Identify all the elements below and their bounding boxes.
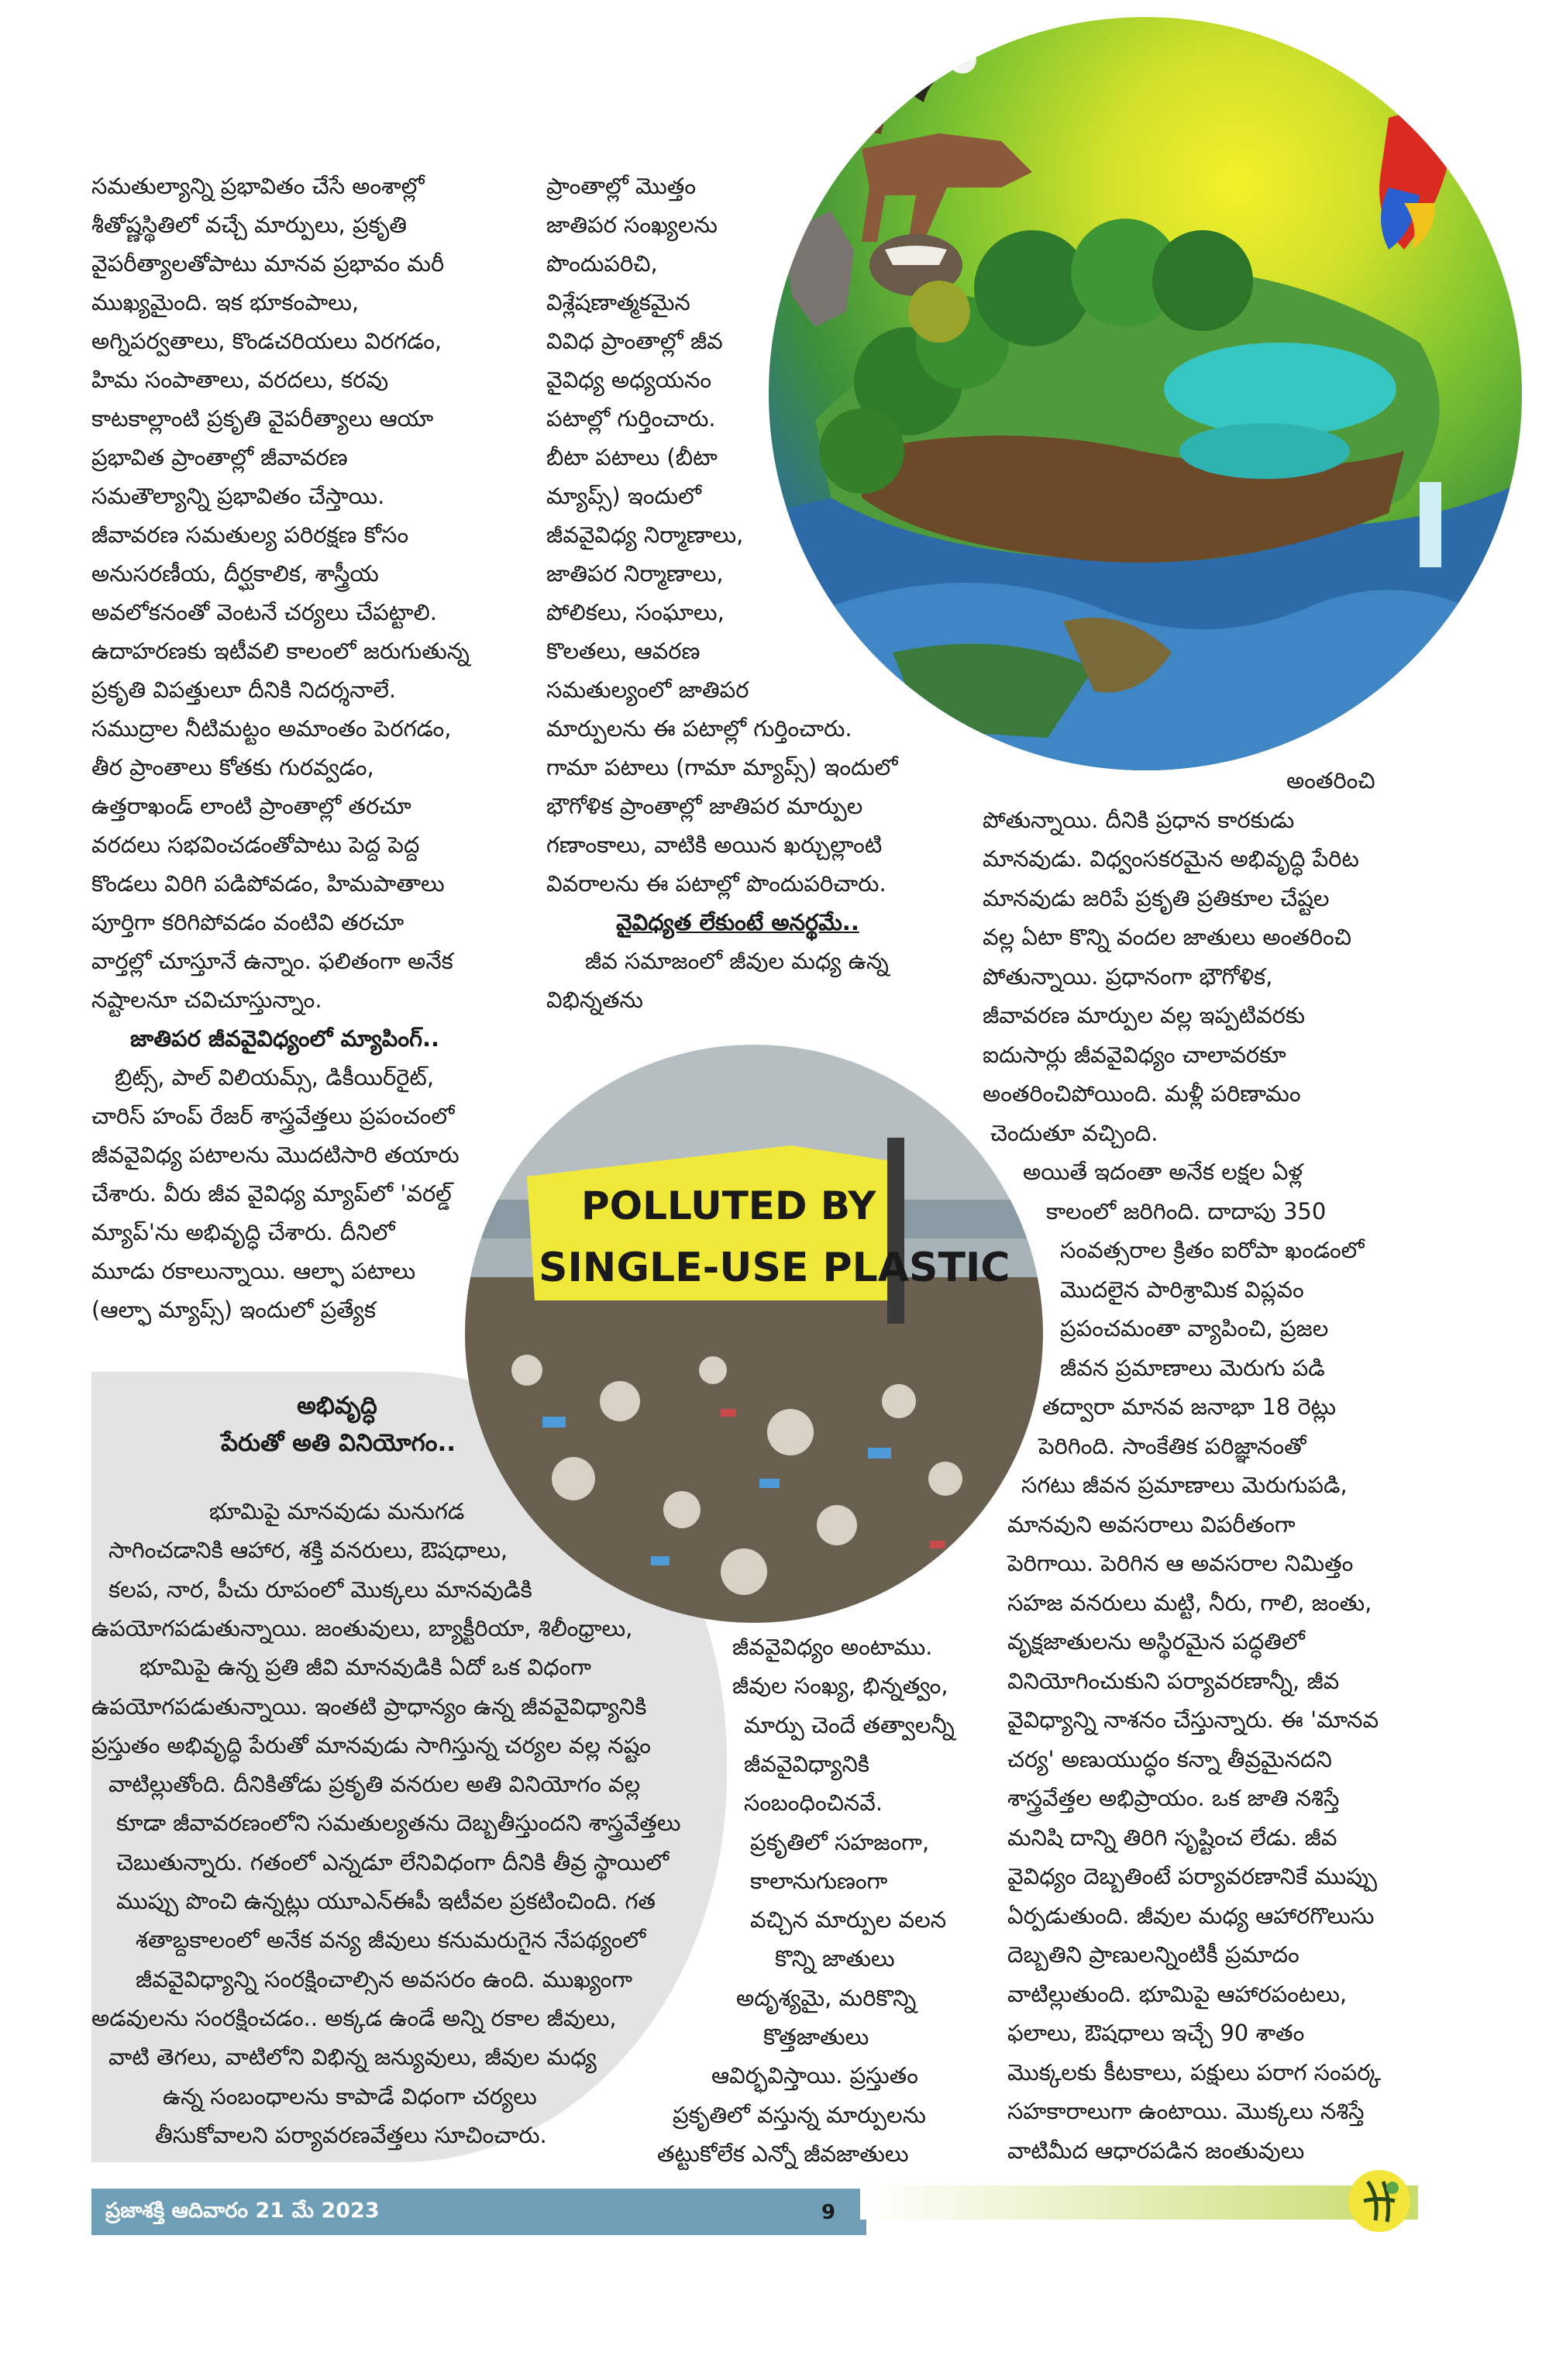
- plastic-pollution-image: [465, 1045, 1043, 1623]
- paragraph-line: మూడు రకాలున్నాయి. ఆల్ఫా పటాలు: [91, 1258, 416, 1284]
- paragraph-line: పెరిగింది. సాంకేతిక పరిజ్ఞానంతో: [1038, 1432, 1306, 1459]
- paragraph-line: సమతుల్యాన్ని ప్రభావితం చేసే అంశాల్లో: [91, 173, 425, 199]
- paragraph-line: ఐదుసార్లు జీవవైవిధ్యం చాలావరకూ: [983, 1041, 1286, 1068]
- paragraph-line: వాటిమీద ఆధారపడిన జంతువులు: [1007, 2137, 1305, 2164]
- paragraph-line: గణాంకాలు, వాటికి అయిన ఖర్చుల్లాంటి: [546, 832, 883, 858]
- paragraph-line: జాతిపర నిర్మాణాలు,: [546, 560, 724, 587]
- sub-article-heading: [221, 1387, 456, 1462]
- paragraph-line: తద్వారా మానవ జనాభా 18 రెట్లు: [1042, 1393, 1337, 1420]
- paragraph-line: ఫలాలు, ఔషధాలు ఇచ్చే 90 శాతం: [1007, 2020, 1305, 2046]
- paragraph-line: పటాల్లో గుర్తించారు.: [546, 405, 716, 432]
- paragraph-line: కొండలు విరిగి పడిపోవడం, హిమపాతాలు: [91, 870, 445, 897]
- paragraph-line: అయితే ఇదంతా అనేక లక్షల ఏళ్ల: [1023, 1159, 1303, 1185]
- banner-line-2: SINGLE-USE PLASTIC: [539, 1245, 1010, 1291]
- paragraph-line: ఉన్న సంబంధాలను కాపాడే విధంగా చర్యలు: [163, 2082, 537, 2110]
- paragraph-line: బ్రిట్స్, పాల్ విలియమ్స్, డికీయిర్‌రైట్,: [115, 1064, 435, 1090]
- paragraph-line: పోతున్నాయి. దీనికి ప్రధాన కారకుడు: [983, 806, 1295, 833]
- paragraph-line: వివరాలను ఈ పటాల్లో పొందుపరిచారు.: [546, 870, 886, 897]
- paragraph-line: వివిధ ప్రాంతాల్లో జీవ: [546, 328, 723, 354]
- paragraph-line: నష్టాలనూ చవిచూస్తున్నాం.: [91, 987, 322, 1013]
- paragraph-line: సహకారాలుగా ఉంటాయి. మొక్కలు నశిస్తే: [1007, 2098, 1365, 2124]
- paragraph-line: ప్రాంతాల్లో మొత్తం: [546, 173, 697, 199]
- paragraph-line: అదృశ్యమై, మరికొన్ని: [736, 1984, 917, 2011]
- paragraph-line: బీటా పటాలు (బీటా: [546, 444, 718, 470]
- paragraph-line: ఆవిర్భవిస్తాయి. ప్రస్తుతం: [711, 2062, 918, 2089]
- paragraph-line: మార్పులను ఈ పటాల్లో గుర్తించారు.: [546, 715, 852, 742]
- paragraph-line: సాగించడానికి ఆహార, శక్తి వనరులు, ఔషధాలు,: [108, 1537, 508, 1564]
- paragraph-line: పోతున్నాయి. ప్రధానంగా భౌగోళిక,: [983, 963, 1273, 990]
- paragraph-line: ముఖ్యమైంది. ఇక భూకంపాలు,: [91, 289, 360, 315]
- paragraph-line: వరదలు సభవించడంతోపాటు పెద్ద పెద్ద: [91, 832, 420, 858]
- paragraph-line: మనిషి దాన్ని తిరిగి సృష్టించ లేడు. జీవ: [1007, 1824, 1337, 1851]
- paragraph-line: అంతరించిపోయింది. మళ్లీ పరిణామం: [983, 1080, 1301, 1107]
- paragraph-line: మొదలైన పారిశ్రామిక విప్లవం: [1060, 1276, 1304, 1303]
- paragraph-line: కలప, నార, పీచు రూపంలో మొక్కలు మానవుడికి: [108, 1576, 532, 1603]
- paragraph-line: శతాబ్దకాలంలో అనేక వన్య జీవులు కనుమరుగైన నేపథ్యంలో: [136, 1927, 646, 1954]
- paragraph-line: జీవుల సంఖ్య, భిన్నత్వం,: [732, 1672, 948, 1700]
- paragraph-line: చారిస్ హంప్ రేజర్ శాస్త్రవేత్తలు ప్రపంచంలో: [91, 1103, 455, 1129]
- paragraph-line: సమతుల్యంలో జాతిపర: [546, 677, 749, 703]
- paragraph-line: అడవులను సంరక్షించడం.. అక్కడ ఉండే అన్ని రకాల జీవులు,: [91, 2004, 617, 2031]
- paragraph-line: ఉపయోగపడుతున్నాయి. ఇంతటి ప్రాధాన్యం ఉన్న జీవవైవిధ్యానికి: [91, 1693, 647, 1720]
- sub-heading-line-1: అభివృద్ధి: [297, 1392, 377, 1420]
- paragraph-line: కాలంలో జరిగింది. దాదాపు 350: [1046, 1197, 1327, 1224]
- footer-accent: [860, 2185, 1418, 2220]
- paragraph-line: (ఆల్ఫా మ్యాప్స్) ఇందులో ప్రత్యేక: [91, 1297, 377, 1323]
- paragraph-line: ప్రకృతిలో వస్తున్న మార్పులను: [673, 2101, 926, 2128]
- paragraph-line: వాటిల్లుతుంది. భూమిపై ఆహారపంటలు,: [1007, 1980, 1348, 2007]
- paragraph-line: భూమిపై ఉన్న ప్రతి జీవి మానవుడికి ఏదో ఒక విధంగా: [139, 1654, 591, 1681]
- paragraph-line: జీవవైవిధ్య నిర్మాణాలు,: [546, 522, 744, 548]
- paragraph-line: ముప్పు పొంచి ఉన్నట్లు యూఎన్‌ఈపీ ఇటీవల ప్రకటించింది. గత: [116, 1888, 656, 1914]
- section-heading-diversity: వైవిధ్యత లేకుంటే అనర్థమే..: [616, 909, 859, 935]
- paragraph-line: కొత్తజాతులు: [763, 2024, 869, 2050]
- paragraph-line: జీవవైవిధ్యం అంటాము.: [732, 1634, 933, 1660]
- paragraph-line: ప్రకృతి విపత్తులూ దీనికి నిదర్శనాలే.: [91, 677, 397, 703]
- paragraph-line: గామా పటాలు (గామా మ్యాప్స్) ఇందులో: [546, 754, 898, 780]
- paragraph-line: చెందుతూ వచ్చింది.: [990, 1119, 1158, 1146]
- paragraph-line: వృక్షజాతులను అస్థిరమైన పద్ధతిలో: [1007, 1628, 1305, 1655]
- paragraph-line: అవలోకనంతో వెంటనే చర్యలు చేపట్టాలి.: [91, 599, 437, 625]
- paragraph-line: వాటి తెగలు, వాటిలోని విభిన్న జన్యువులు, జీవుల మధ్య: [108, 2044, 597, 2071]
- paragraph-line: అంతరించి: [1286, 767, 1375, 794]
- paragraph-line: పెరిగాయి. పెరిగిన ఆ అవసరాల నిమిత్తం: [1007, 1550, 1354, 1576]
- paragraph-line: జీవన ప్రమాణాలు మెరుగు పడి: [1060, 1354, 1325, 1381]
- paragraph-line: వచ్చిన మార్పుల వలన: [750, 1906, 947, 1934]
- paragraph-line: వినియోగించుకుని పర్యావరణాన్నీ, జీవ: [1007, 1667, 1340, 1694]
- paragraph-line: శీతోష్ణస్థితిలో వచ్చే మార్పులు, ప్రకృతి: [91, 212, 407, 238]
- paragraph-line: ప్రకృతిలో సహజంగా,: [750, 1828, 930, 1855]
- paragraph-line: శాస్త్రవేత్తల అభిప్రాయం. ఒక జాతి నశిస్తే: [1007, 1785, 1340, 1811]
- publication-dateline: ప్రజాశక్తి ఆదివారం 21 మే 2023: [105, 2199, 380, 2223]
- paragraph-line: జీవవైవిధ్యాన్ని సంరక్షించాల్సిన అవసరం ఉంది. ముఖ్యంగా: [136, 1965, 633, 1993]
- paragraph-line: మ్యాప్'ను అభివృద్ధి చేశారు. దీనిలో: [91, 1219, 395, 1245]
- paragraph-line: ప్రభావిత ప్రాంతాల్లో జీవావరణ: [91, 444, 348, 470]
- paragraph-line: వాటిల్లుతోంది. దీనికితోడు ప్రకృతి వనరుల అతి వినియోగం వల్ల: [108, 1771, 641, 1798]
- paragraph-line: మొక్కలకు కీటకాలు, పక్షులు పరాగ సంపర్క: [1007, 2058, 1382, 2086]
- paragraph-line: జీవావరణ సమతుల్య పరిరక్షణ కోసం: [91, 522, 409, 548]
- paragraph-line: వైవిధ్య అధ్యయనం: [546, 367, 712, 393]
- article-column-2: [546, 167, 965, 1019]
- paragraph-line: మ్యాప్స్) ఇందులో: [546, 483, 701, 509]
- paragraph-line: వైవిధ్యాన్ని నాశనం చేస్తున్నారు. ఈ 'మానవ: [1007, 1707, 1379, 1733]
- paragraph-line: సంబంధించినవే.: [744, 1789, 883, 1817]
- paragraph-line: కొలతలు, ఆవరణ: [546, 638, 701, 664]
- paragraph-line: మానవుడు. విధ్వంసకరమైన అభివృద్ధి పేరిట: [983, 846, 1359, 872]
- paragraph-line: తీర ప్రాంతాలు కోతకు గురవ్వడం,: [91, 754, 374, 780]
- paragraph-line: సమతౌల్యాన్ని ప్రభావితం చేస్తాయి.: [91, 483, 385, 509]
- paragraph-line: చేశారు. వీరు జీవ వైవిధ్య మ్యాప్‌లో 'వరల్డ్: [91, 1180, 452, 1207]
- paragraph-line: సముద్రాల నీటిమట్టం అమాంతం పెరగడం,: [91, 715, 452, 742]
- paragraph-line: వల్ల ఏటా కొన్ని వందల జాతులు అంతరించి: [983, 924, 1351, 950]
- paragraph-line: ఏర్పడుతుంది. జీవుల మధ్య ఆహారగొలుసు: [1007, 1902, 1375, 1929]
- paragraph-line: సగటు జీవన ప్రమాణాలు మెరుగుపడి,: [1021, 1472, 1348, 1498]
- paragraph-line: కూడా జీవావరణంలోని సమతుల్యతను దెబ్బతీస్తుందని శాస్త్రవేత్తలు: [116, 1810, 681, 1837]
- paragraph-line: వైవిధ్యం దెబ్బతింటే పర్యావరణానికే ముప్పు: [1007, 1863, 1377, 1889]
- paragraph-line: పూర్తిగా కరిగిపోవడం వంటివి తరచూ: [91, 909, 404, 935]
- paragraph-line: పోలికలు, సంఘాలు,: [546, 599, 725, 625]
- paragraph-line: మార్పు చెందే తత్వాలన్నీ: [744, 1711, 955, 1738]
- paragraph-line: సహజ వనరులు మట్టి, నీరు, గాలి, జంతు,: [1007, 1589, 1372, 1616]
- paragraph-line: కొన్ని జాతులు: [775, 1945, 895, 1972]
- paragraph-line: ఉపయోగపడుతున్నాయి. జంతువులు, బ్యాక్టీరియా, శిలీంధ్రాలు,: [91, 1614, 633, 1641]
- paragraph-line: సంవత్సరాల క్రితం ఐరోపా ఖండంలో: [1060, 1237, 1365, 1263]
- paragraph-line: తీసుకోవాలని పర్యావరణవేత్తలు సూచించారు.: [155, 2121, 547, 2148]
- paragraph-line: చెబుతున్నారు. గతంలో ఎన్నడూ లేనివిధంగా దీనికి తీవ్ర స్థాయిలో: [116, 1848, 670, 1875]
- paragraph-line: కాలానుగుణంగా: [750, 1867, 888, 1894]
- paragraph-line: జాతిపర సంఖ్యలను: [546, 212, 718, 238]
- paragraph-line: జీవావరణ మార్పుల వల్ల ఇప్పటివరకు: [983, 1002, 1306, 1028]
- paragraph-line: జీవవైవిధ్యానికి: [744, 1750, 869, 1777]
- paragraph-line: అనుసరణీయ, దీర్ఘకాలిక, శాస్త్రీయ: [91, 560, 379, 587]
- sub-heading-line-2: పేరుతో అతి వినియోగం..: [221, 1429, 456, 1457]
- section-heading-mapping: జాతిపర జీవవైవిధ్యంలో మ్యాపింగ్..: [130, 1025, 440, 1052]
- paragraph-line: జీవవైవిధ్య పటాలను మొదటిసారి తయారు: [91, 1142, 460, 1168]
- paragraph-line: ప్రస్తుతం అభివృద్ధి పేరుతో మానవుడు సాగిస్తున్న చర్యల వల్ల నష్టం: [91, 1731, 651, 1758]
- paragraph-line: భూమిపై మానవుడు మనుగడ: [209, 1498, 465, 1524]
- paragraph-line: మానవుడు జరిపే ప్రకృతి ప్రతికూల చేష్టల: [983, 884, 1330, 911]
- pollution-photo: [465, 1045, 1043, 1623]
- paragraph-line: ఉత్తరాఖండ్ లాంటి ప్రాంతాల్లో తరచూ: [91, 793, 411, 819]
- paragraph-line: పొందుపరిచి,: [546, 250, 658, 277]
- paragraph-line: మానవుని అవసరాలు విపరీతంగా: [1007, 1510, 1296, 1538]
- paragraph-line: కాటకాల్లాంటి ప్రకృతి వైపరీత్యాలు ఆయా: [91, 405, 434, 432]
- paragraph-line: భౌగోళిక ప్రాంతాల్లో జాతిపర మార్పుల: [546, 793, 863, 819]
- paragraph-line: జీవ సమాజంలో జీవుల మధ్య ఉన్న: [585, 948, 889, 974]
- paragraph-line: తట్టుకోలేక ఎన్నో జీవజాతులు: [657, 2140, 909, 2167]
- paragraph-line: వార్తల్లో చూస్తూనే ఉన్నాం. ఫలితంగా అనేక: [91, 948, 453, 974]
- paragraph-line: హిమ సంపాతాలు, వరదలు, కరవు: [91, 367, 389, 393]
- paragraph-line: దెబ్బతిని ప్రాణులన్నింటికీ ప్రమాదం: [1007, 1941, 1300, 1968]
- magazine-logo-icon: [1344, 2166, 1414, 2236]
- paragraph-line: అగ్నిపర్వతాలు, కొండచరియలు విరగడం,: [91, 328, 442, 354]
- paragraph-line: ప్రపంచమంతా వ్యాపించి, ప్రజల: [1060, 1315, 1329, 1342]
- article-column-1: [91, 167, 525, 1329]
- paragraph-line: ఉదాహరణకు ఇటీవలి కాలంలో జరుగుతున్న: [91, 638, 470, 664]
- banner-line-1: POLLUTED BY: [581, 1183, 876, 1228]
- paragraph-line: వైపరీత్యాలతోపాటు మానవ ప్రభావం మరీ: [91, 250, 445, 277]
- paragraph-line: విభిన్నతను: [546, 987, 643, 1013]
- paragraph-line: చర్య' అణుయుద్ధం కన్నా తీవ్రమైనదని: [1007, 1745, 1332, 1772]
- page-number: 9: [821, 2201, 836, 2224]
- paragraph-line: విశ్లేషణాత్మకమైన: [546, 289, 690, 315]
